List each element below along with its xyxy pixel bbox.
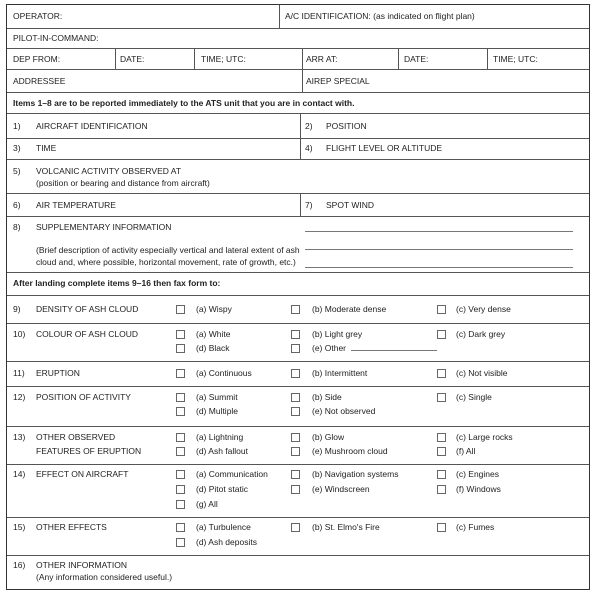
option-label: (d) Black xyxy=(196,343,230,353)
checkbox[interactable] xyxy=(291,393,300,402)
item-number: 15) xyxy=(13,522,26,532)
item9-label: DENSITY OF ASH CLOUD xyxy=(36,304,139,314)
checkbox[interactable] xyxy=(437,330,446,339)
item10-label: COLOUR OF ASH CLOUD xyxy=(36,329,139,339)
option-label: (b) Navigation systems xyxy=(312,469,399,479)
divider xyxy=(487,48,488,69)
rule xyxy=(7,272,589,273)
item-number: 5) xyxy=(13,166,21,176)
item3-label: TIME xyxy=(36,143,57,153)
item8-sub: (Brief description of activity especially vertical and lateral extent of ash xyxy=(36,245,300,255)
rule xyxy=(7,138,589,139)
checkbox[interactable] xyxy=(437,523,446,532)
checkbox[interactable] xyxy=(291,305,300,314)
item1-label: AIRCRAFT IDENTIFICATION xyxy=(36,121,148,131)
option-label: (c) Fumes xyxy=(456,522,495,532)
option-label: (a) Wispy xyxy=(196,304,232,314)
checkbox[interactable] xyxy=(176,523,185,532)
option-label: (b) Intermittent xyxy=(312,368,368,378)
checkbox[interactable] xyxy=(291,433,300,442)
item6-label: AIR TEMPERATURE xyxy=(36,200,116,210)
item-number: 2) xyxy=(305,121,313,131)
option-label: (f) All xyxy=(456,446,476,456)
option-label: (a) Communication xyxy=(196,469,268,479)
item-number: 8) xyxy=(13,222,21,232)
item-number: 16) xyxy=(13,560,26,570)
operator-label: OPERATOR: xyxy=(13,11,63,21)
option-label-other xyxy=(312,343,437,354)
divider xyxy=(300,193,301,216)
checkbox[interactable] xyxy=(291,470,300,479)
rule xyxy=(7,386,589,387)
item15-label: OTHER EFFECTS xyxy=(36,522,107,532)
write-in-line[interactable] xyxy=(305,231,573,232)
item16-sub: (Any information considered useful.) xyxy=(36,572,173,582)
divider xyxy=(194,48,195,69)
option-label: (c) Very dense xyxy=(456,304,511,314)
option-label: (d) Pitot static xyxy=(196,484,248,494)
checkbox[interactable] xyxy=(176,344,185,353)
item11-label: ERUPTION xyxy=(36,368,80,378)
item-number: 4) xyxy=(305,143,313,153)
option-label: (e) Windscreen xyxy=(312,484,370,494)
checkbox[interactable] xyxy=(176,330,185,339)
option-label: (d) Ash deposits xyxy=(196,537,257,547)
option-label: (d) Ash fallout xyxy=(196,446,248,456)
checkbox[interactable] xyxy=(176,369,185,378)
divider xyxy=(279,5,280,28)
checkbox[interactable] xyxy=(437,447,446,456)
arr-at-label: ARR AT: xyxy=(306,54,338,64)
checkbox[interactable] xyxy=(437,433,446,442)
rule xyxy=(7,216,589,217)
option-label: (e) Other xyxy=(312,343,347,353)
checkbox[interactable] xyxy=(176,538,185,547)
checkbox[interactable] xyxy=(176,433,185,442)
item8-label: SUPPLEMENTARY INFORMATION xyxy=(36,222,172,232)
option-label: (b) Light grey xyxy=(312,329,363,339)
time-utc-label: TIME; UTC: xyxy=(201,54,246,64)
item-number: 3) xyxy=(13,143,21,153)
rule xyxy=(7,295,589,296)
item-number: 11) xyxy=(13,368,25,378)
time-utc-label: TIME; UTC: xyxy=(493,54,538,64)
item13-label: OTHER OBSERVED xyxy=(36,432,116,442)
checkbox[interactable] xyxy=(291,447,300,456)
rule xyxy=(7,28,589,29)
rule xyxy=(7,464,589,465)
item14-label: EFFECT ON AIRCRAFT xyxy=(36,469,129,479)
item-number: 14) xyxy=(13,469,26,479)
checkbox[interactable] xyxy=(437,485,446,494)
write-in-line[interactable] xyxy=(305,249,573,250)
write-in-line[interactable] xyxy=(305,267,573,268)
option-label: (c) Engines xyxy=(456,469,499,479)
item5-label: VOLCANIC ACTIVITY OBSERVED AT xyxy=(36,166,182,176)
item2-label: POSITION xyxy=(326,121,367,131)
section2-note: After landing complete items 9–16 then fax form to: xyxy=(13,278,221,288)
rule xyxy=(7,361,589,362)
option-label: (b) St. Elmo's Fire xyxy=(312,522,380,532)
option-label: (a) Continuous xyxy=(196,368,252,378)
rule xyxy=(7,517,589,518)
divider xyxy=(302,48,303,92)
item5-sub: (position or bearing and distance from aircraft) xyxy=(36,178,210,188)
item-number: 12) xyxy=(13,392,26,402)
option-label: (a) Turbulence xyxy=(196,522,251,532)
item13-label: FEATURES OF ERUPTION xyxy=(36,446,142,456)
ac-identification-label: A/C IDENTIFICATION: (as indicated on flight plan) xyxy=(285,11,475,21)
rule xyxy=(7,323,589,324)
item-number: 13) xyxy=(13,432,26,442)
item16-label: OTHER INFORMATION xyxy=(36,560,127,570)
item-number: 10) xyxy=(13,329,26,339)
item4-label: FLIGHT LEVEL OR ALTITUDE xyxy=(326,143,443,153)
item12-label: POSITION OF ACTIVITY xyxy=(36,392,131,402)
item8-sub: cloud and, where possible, horizontal movement, rate of growth, etc.) xyxy=(36,257,296,267)
checkbox[interactable] xyxy=(176,393,185,402)
section1-note: Items 1–8 are to be reported immediately to the ATS unit that you are in contact with. xyxy=(13,98,355,108)
rule xyxy=(7,426,589,427)
option-label: (a) Summit xyxy=(196,392,238,402)
option-label: (f) Windows xyxy=(456,484,501,494)
option-label: (a) Lightning xyxy=(196,432,244,442)
checkbox[interactable] xyxy=(437,369,446,378)
rule xyxy=(7,92,589,93)
checkbox[interactable] xyxy=(291,485,300,494)
date-label: DATE: xyxy=(120,54,145,64)
rule xyxy=(7,113,589,114)
rule xyxy=(7,555,589,556)
option-label: (c) Dark grey xyxy=(456,329,506,339)
item-number: 6) xyxy=(13,200,21,210)
rule xyxy=(7,193,589,194)
checkbox[interactable] xyxy=(291,330,300,339)
addressee-label: ADDRESSEE xyxy=(13,76,66,86)
checkbox[interactable] xyxy=(176,500,185,509)
divider xyxy=(398,48,399,69)
checkbox[interactable] xyxy=(291,523,300,532)
option-label: (c) Not visible xyxy=(456,368,508,378)
checkbox[interactable] xyxy=(437,470,446,479)
option-label: (c) Large rocks xyxy=(456,432,513,442)
pilot-in-command-label: PILOT-IN-COMMAND: xyxy=(13,33,99,43)
rule xyxy=(7,159,589,160)
item7-label: SPOT WIND xyxy=(326,200,375,210)
airep-special-label: AIREP SPECIAL xyxy=(306,76,370,86)
date-label: DATE: xyxy=(404,54,429,64)
checkbox[interactable] xyxy=(176,447,185,456)
checkbox[interactable] xyxy=(176,305,185,314)
checkbox[interactable] xyxy=(291,344,300,353)
item-number: 1) xyxy=(13,121,21,131)
divider xyxy=(300,113,301,159)
option-label: (b) Glow xyxy=(312,432,345,442)
option-label: (e) Not observed xyxy=(312,406,376,416)
option-label: (b) Side xyxy=(312,392,342,402)
option-label: (c) Single xyxy=(456,392,492,402)
item-number: 9) xyxy=(13,304,21,314)
checkbox[interactable] xyxy=(176,470,185,479)
dep-from-label: DEP FROM: xyxy=(13,54,61,64)
option-label: (g) All xyxy=(196,499,218,509)
option-label: (a) White xyxy=(196,329,231,339)
item-number: 7) xyxy=(305,200,313,210)
checkbox[interactable] xyxy=(437,305,446,314)
checkbox[interactable] xyxy=(176,407,185,416)
checkbox[interactable] xyxy=(176,485,185,494)
checkbox[interactable] xyxy=(291,407,300,416)
divider xyxy=(115,48,116,69)
rule xyxy=(7,69,589,70)
checkbox[interactable] xyxy=(291,369,300,378)
option-label: (d) Multiple xyxy=(196,406,239,416)
volcanic-activity-report-form xyxy=(6,4,590,590)
other-colour-line[interactable] xyxy=(351,343,437,351)
option-label: (e) Mushroom cloud xyxy=(312,446,388,456)
checkbox[interactable] xyxy=(437,393,446,402)
option-label: (b) Moderate dense xyxy=(312,304,387,314)
rule xyxy=(7,48,589,49)
